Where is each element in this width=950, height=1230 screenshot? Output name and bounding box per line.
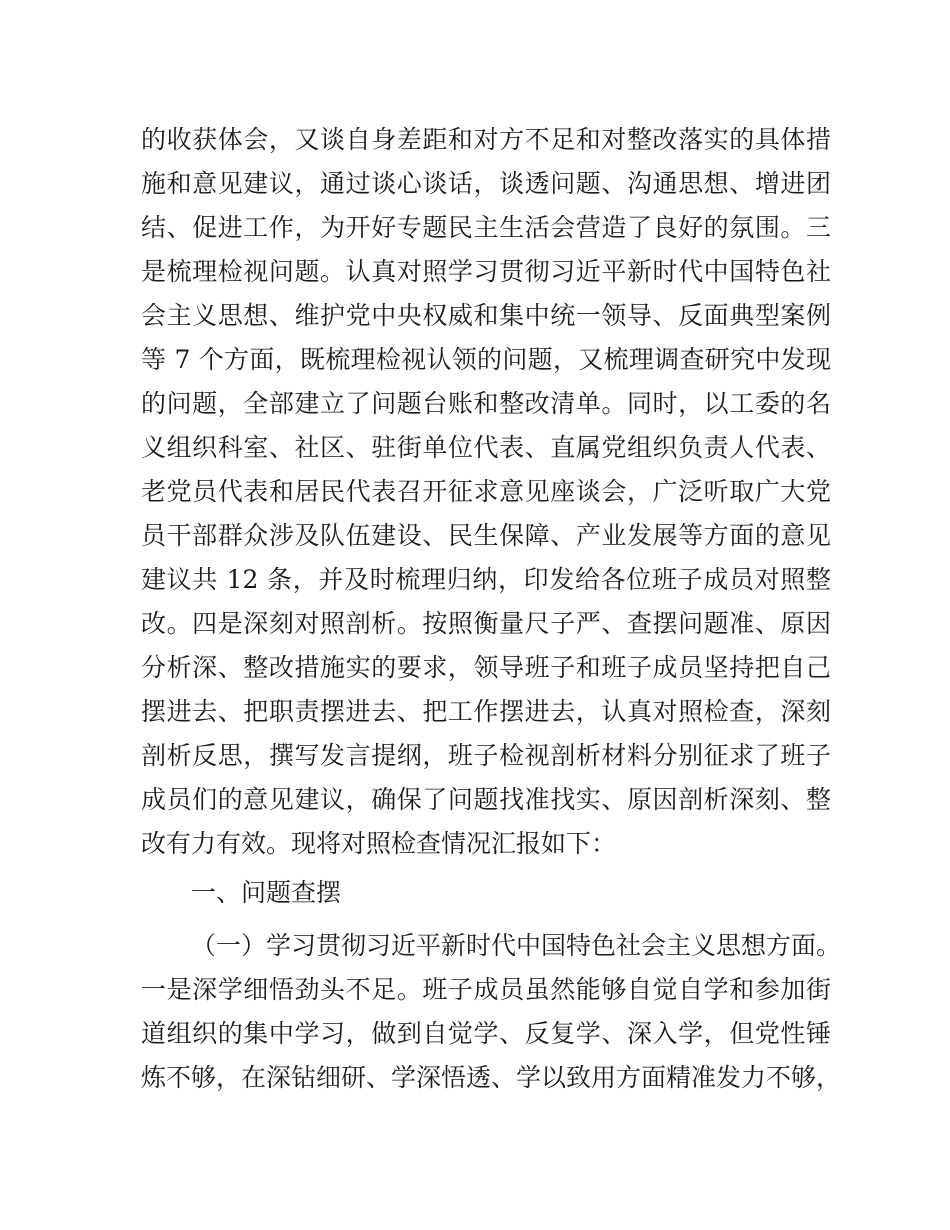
- text-line: 剖析反思，撰写发言提纲，班子检视剖析材料分别征求了班子: [141, 741, 831, 770]
- text-line: 结、促进工作，为开好专题民主生活会营造了良好的氛围。三: [141, 213, 831, 242]
- text-line: 等 7 个方面，既梳理检视认领的问题，又梳理调查研究中发现: [141, 345, 831, 374]
- text-line: 建议共 12 条，并及时梳理归纳，印发给各位班子成员对照整: [141, 565, 831, 594]
- subsection-heading-line: （一）学习贯彻习近平新时代中国特色社会主义思想方面。: [191, 931, 842, 960]
- text-line: 是梳理检视问题。认真对照学习贯彻习近平新时代中国特色社: [141, 257, 831, 286]
- text-line: 老党员代表和居民代表召开征求意见座谈会，广泛听取广大党: [141, 477, 831, 506]
- section-heading: 一、问题查摆: [191, 878, 342, 907]
- text-line: 的收获体会，又谈自身差距和对方不足和对整改落实的具体措: [141, 125, 831, 154]
- document-body: [141, 118, 842, 1100]
- text-line: 会主义思想、维护党中央权威和集中统一领导、反面典型案例: [141, 301, 831, 330]
- text-line: 的问题，全部建立了问题台账和整改清单。同时，以工委的名: [141, 389, 831, 418]
- text-line: 炼不够，在深钻细研、学深悟透、学以致用方面精准发力不够，: [141, 1063, 842, 1092]
- text-line: 改有力有效。现将对照检查情况汇报如下：: [141, 829, 617, 858]
- text-line: 改。四是深刻对照剖析。按照衡量尺子严、查摆问题准、原因: [141, 609, 831, 638]
- text-line: 分析深、整改措施实的要求，领导班子和班子成员坚持把自己: [141, 653, 831, 682]
- paragraph-section-1: [141, 924, 842, 1100]
- text-line: 成员们的意见建议，确保了问题找准找实、原因剖析深刻、整: [141, 785, 831, 814]
- text-line: 道组织的集中学习，做到自觉学、反复学、深入学，但党性锤: [141, 1019, 831, 1048]
- text-line: 员干部群众涉及队伍建设、民生保障、产业发展等方面的意见: [141, 521, 831, 550]
- text-line: 一是深学细悟劲头不足。班子成员虽然能够自觉自学和参加街: [141, 975, 831, 1004]
- text-line: 义组织科室、社区、驻街单位代表、直属党组织负责人代表、: [141, 433, 831, 462]
- text-line: 摆进去、把职责摆进去、把工作摆进去，认真对照检查，深刻: [141, 697, 831, 726]
- text-line: 施和意见建议，通过谈心谈话，谈透问题、沟通思想、增进团: [141, 169, 831, 198]
- paragraph-intro: [141, 118, 831, 866]
